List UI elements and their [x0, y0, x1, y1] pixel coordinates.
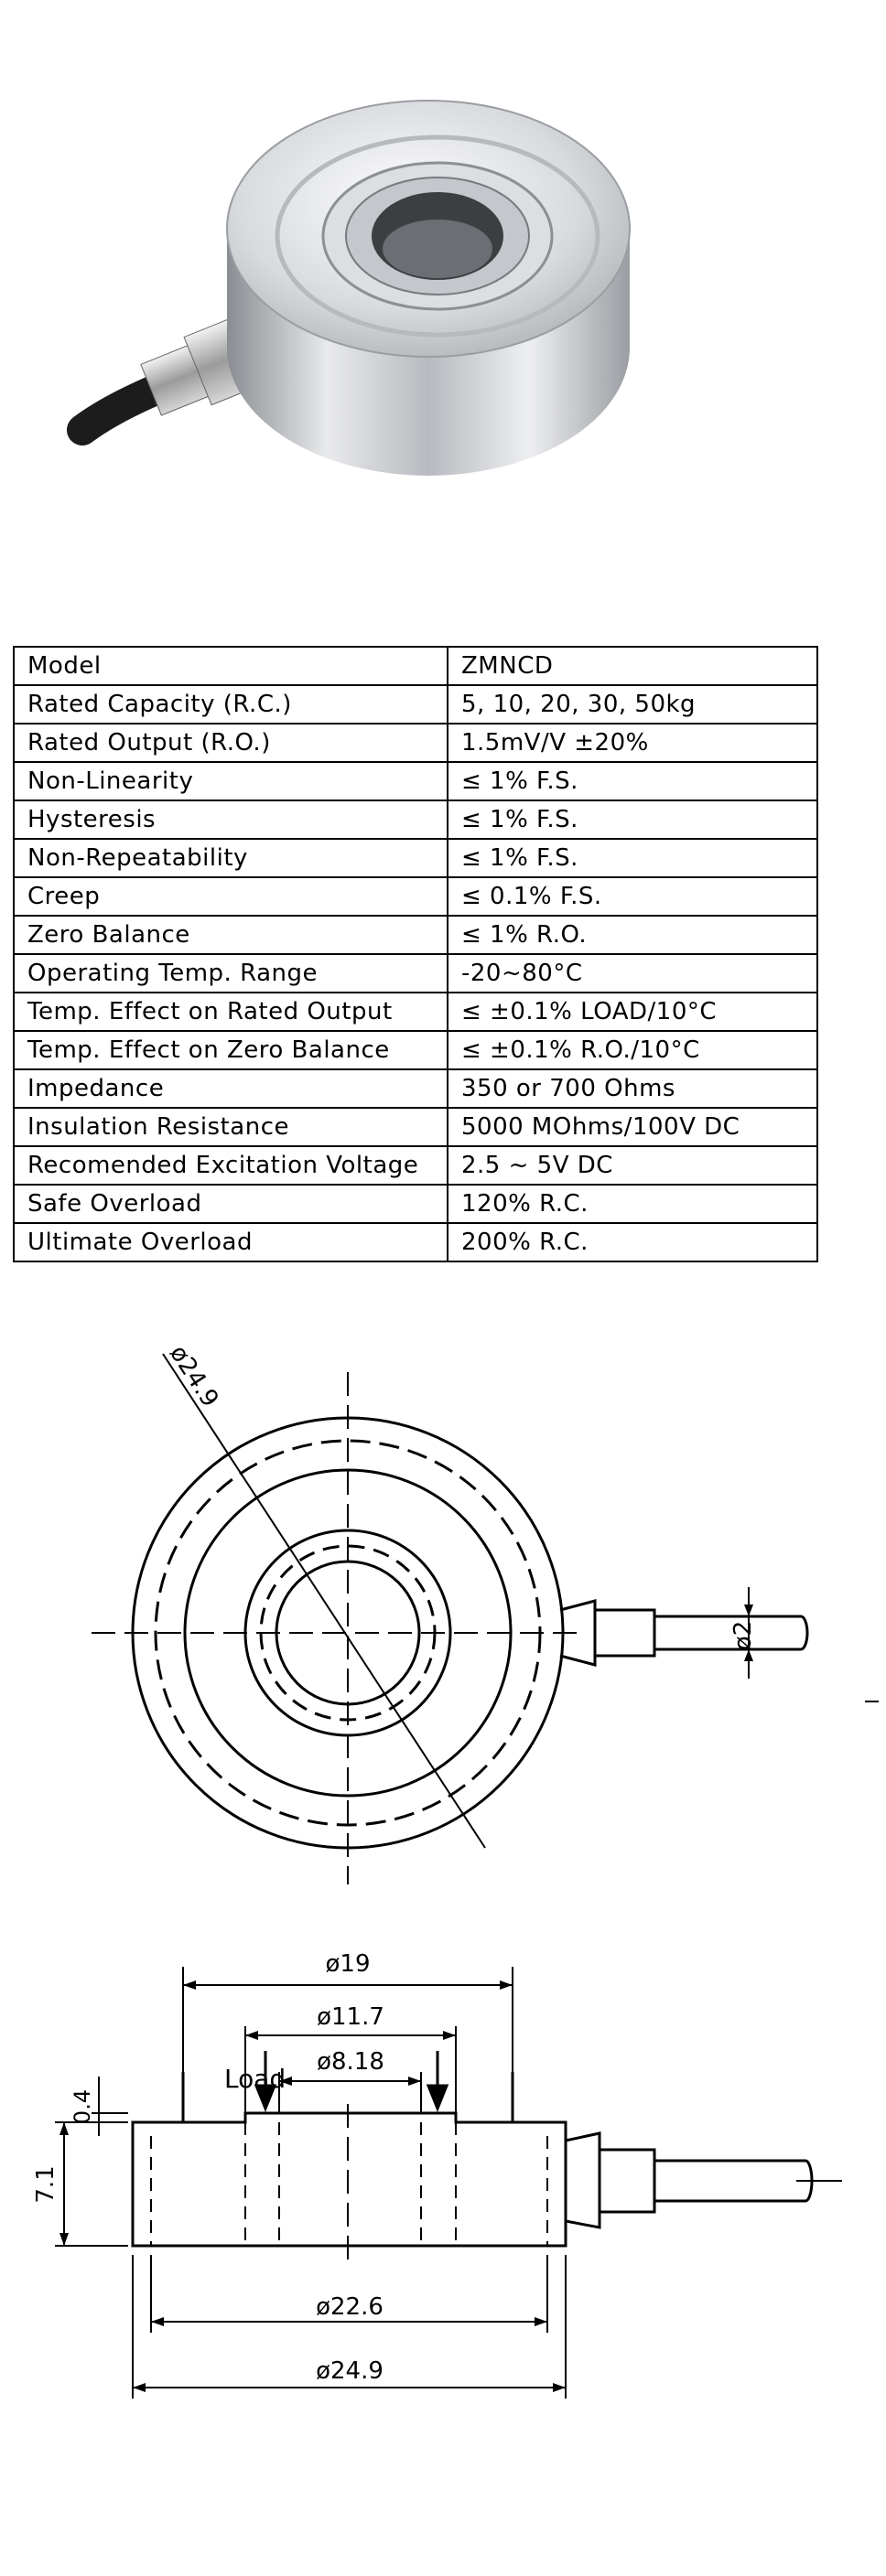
spec-row: [14, 1185, 817, 1223]
load-label: Load: [224, 2064, 286, 2094]
top-dia-label: ø19: [325, 1950, 371, 1978]
spec-value: 5, 10, 20, 30, 50kg: [448, 685, 817, 724]
spec-row: [14, 762, 817, 800]
spec-row: [14, 993, 817, 1031]
spec-label: Hysteresis: [14, 800, 448, 839]
recess-depth-label: 0.4: [70, 2088, 95, 2125]
spec-label: Rated Output (R.O.): [14, 724, 448, 762]
spec-row: [14, 1069, 817, 1108]
spec-value: ≤ 1% F.S.: [448, 762, 817, 800]
spec-row: [14, 1223, 817, 1261]
spec-value: 5000 MOhms/100V DC: [448, 1108, 817, 1146]
spec-label: Zero Balance: [14, 916, 448, 954]
base-dia-label: ø22.6: [316, 2293, 384, 2321]
outer-dia-label: ø24.9: [316, 2357, 384, 2385]
spec-row: [14, 647, 817, 685]
spec-label: Insulation Resistance: [14, 1108, 448, 1146]
spec-row: [14, 839, 817, 877]
spec-value: ≤ ±0.1% LOAD/10°C: [448, 993, 817, 1031]
spec-value: 2.5 ~ 5V DC: [448, 1146, 817, 1185]
spec-row: [14, 1146, 817, 1185]
spec-value: ≤ 0.1% F.S.: [448, 877, 817, 916]
spec-row: [14, 877, 817, 916]
spec-value: ≤ 1% F.S.: [448, 800, 817, 839]
spec-label: Impedance: [14, 1069, 448, 1108]
spec-label: Non-Repeatability: [14, 839, 448, 877]
spec-value: ≤ 1% F.S.: [448, 839, 817, 877]
spec-row: [14, 954, 817, 993]
load-cell-photo: [0, 0, 886, 567]
spec-value: ≤ 1% R.O.: [448, 916, 817, 954]
spec-label: Ultimate Overload: [14, 1223, 448, 1261]
spec-value: ≤ ±0.1% R.O./10°C: [448, 1031, 817, 1069]
spec-value: 350 or 700 Ohms: [448, 1069, 817, 1108]
spec-label: Recomended Excitation Voltage: [14, 1146, 448, 1185]
spec-value: 1.5mV/V ±20%: [448, 724, 817, 762]
spec-label: Temp. Effect on Rated Output: [14, 993, 448, 1031]
spec-label: Rated Capacity (R.C.): [14, 685, 448, 724]
spec-label: Non-Linearity: [14, 762, 448, 800]
spec-label: Temp. Effect on Zero Balance: [14, 1031, 448, 1069]
spec-row: [14, 1108, 817, 1146]
spec-row: [14, 800, 817, 839]
spec-row: [14, 916, 817, 954]
side-view-drawing: [0, 1930, 886, 2571]
spec-value: 120% R.C.: [448, 1185, 817, 1223]
spec-row: [14, 685, 817, 724]
spec-label: Safe Overload: [14, 1185, 448, 1223]
spec-row: [14, 1031, 817, 1069]
spec-label: Creep: [14, 877, 448, 916]
bore-outer-label: ø11.7: [317, 2003, 384, 2031]
outer-dia-label: ø24.9: [164, 1340, 224, 1412]
top-view-drawing: [0, 1336, 886, 1903]
spec-label: Model: [14, 647, 448, 685]
spec-table: [13, 646, 818, 1262]
cable-dia-label: ø2: [729, 1620, 757, 1651]
spec-label: Operating Temp. Range: [14, 954, 448, 993]
spec-value: ZMNCD: [448, 647, 817, 685]
bore-inner-label: ø8.18: [317, 2048, 384, 2076]
height-label: 7.1: [32, 2165, 59, 2204]
spec-value: -20~80°C: [448, 954, 817, 993]
spec-row: [14, 724, 817, 762]
spec-value: 200% R.C.: [448, 1223, 817, 1261]
